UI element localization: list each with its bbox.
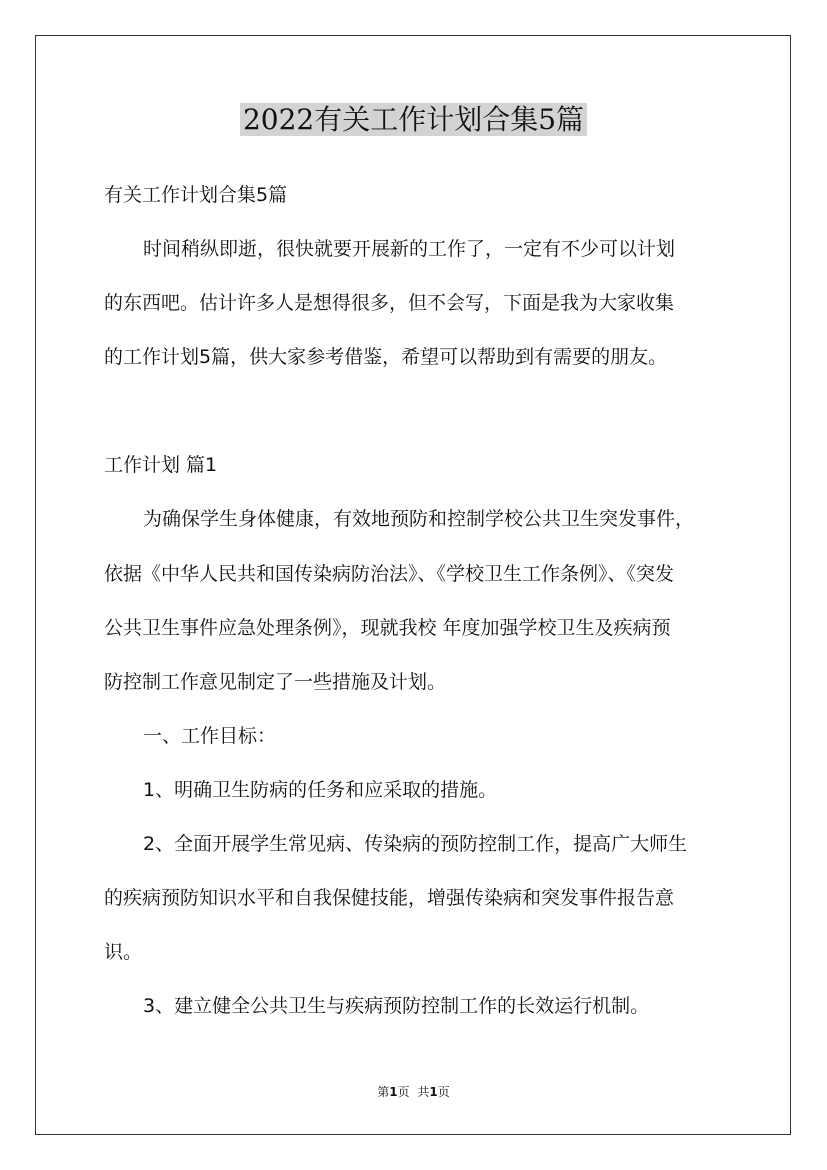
footer-text: 第	[377, 1085, 390, 1099]
intro-line: 的工作计划5篇，供大家参考借鉴，希望可以帮助到有需要的朋友。	[104, 346, 668, 368]
footer-text: 共	[417, 1085, 430, 1099]
goal-item: 识。	[104, 941, 143, 963]
goal-item: 的疾病预防知识水平和自我保健技能，增强传染病和突发事件报告意	[104, 887, 675, 909]
goal-item: 3、建立健全公共卫生与疾病预防控制工作的长效运行机制。	[143, 995, 650, 1017]
page-number: 1	[389, 1085, 398, 1099]
footer-text: 页	[437, 1085, 450, 1099]
intro-line: 的东西吧。估计许多人是想得很多，但不会写，下面是我为大家收集	[104, 292, 675, 314]
goal-item: 1、明确卫生防病的任务和应采取的措施。	[143, 779, 498, 801]
footer-text: 页	[397, 1085, 410, 1099]
body-line: 防控制工作意见制定了一些措施及计划。	[104, 671, 447, 693]
goal-item: 2、全面开展学生常见病、传染病的预防控制工作，提高广大师生	[143, 833, 688, 855]
subtitle: 有关工作计划合集5篇	[104, 184, 288, 206]
body-line: 公共卫生事件应急处理条例》，现就我校 年度加强学校卫生及疾病预	[104, 617, 671, 639]
total-pages: 1	[429, 1085, 438, 1099]
title-text: 2022有关工作计划合集5篇	[240, 103, 587, 136]
body-line: 依据《中华人民共和国传染病防治法》、《学校卫生工作条例》、《突发	[104, 563, 675, 585]
page-title	[0, 100, 827, 140]
goals-heading: 一、工作目标：	[143, 725, 277, 747]
intro-line: 时间稍纵即逝，很快就要开展新的工作了，一定有不少可以计划	[143, 238, 676, 260]
page-footer	[0, 1083, 827, 1100]
body-line: 为确保学生身体健康，有效地预防和控制学校公共卫生突发事件，	[143, 508, 695, 530]
section-heading: 工作计划 篇1	[104, 454, 218, 476]
